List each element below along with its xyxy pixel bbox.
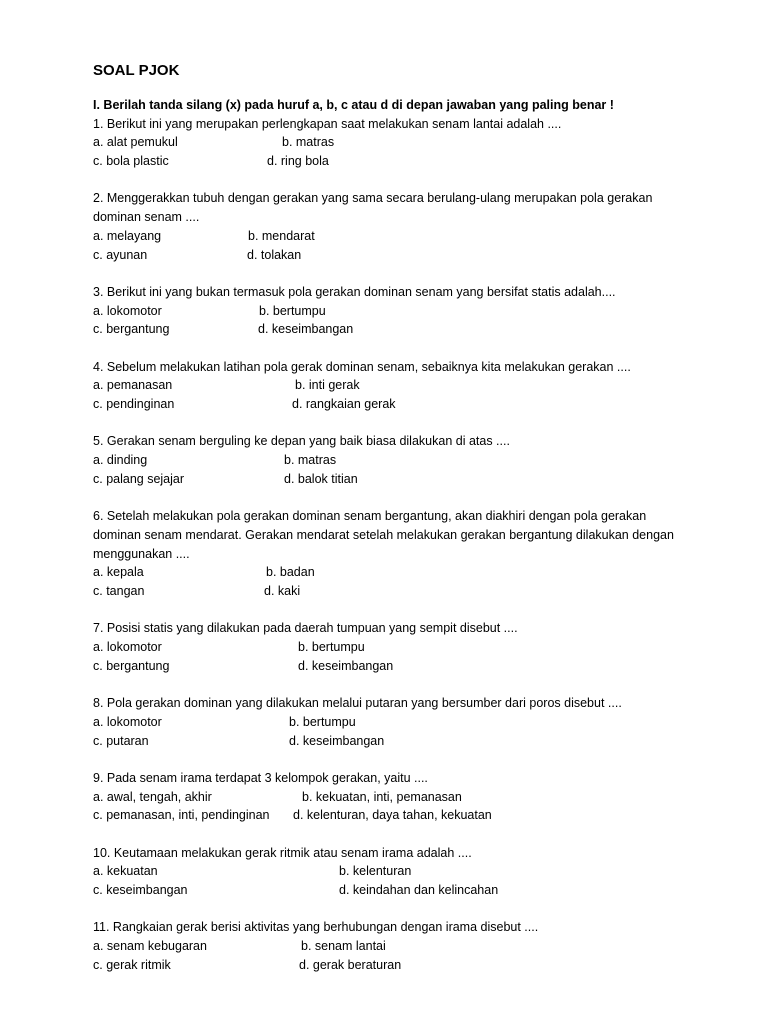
question-item [93,769,693,825]
option-b: b. kekuatan, inti, pemanasan [302,789,462,804]
option-d: d. keseimbangan [298,658,394,673]
document-page [93,62,693,993]
question-text: 5. Gerakan senam berguling ke depan yang baik biasa dilakukan di atas .... [93,434,510,449]
question-text: 7. Posisi statis yang dilakukan pada daerah tumpuan yang sempit disebut .... [93,621,518,636]
question-text: 1. Berikut ini yang merupakan perlengkapan saat melakukan senam lantai adalah .... [93,116,562,131]
option-c: c. bergantung [93,322,170,337]
question-item [93,694,693,750]
option-c: c. bola plastic [93,154,169,169]
option-b: b. bertumpu [259,303,326,318]
question-item [93,619,693,675]
option-b: b. inti gerak [295,378,360,393]
question-text: 9. Pada senam irama terdapat 3 kelompok gerakan, yaitu .... [93,770,428,785]
option-a: a. lokomotor [93,303,162,318]
question-item [93,283,693,339]
option-c: c. palang sejajar [93,471,185,486]
question-text: 11. Rangkaian gerak berisi aktivitas yang berhubungan dengan irama disebut .... [93,920,539,935]
option-a: a. awal, tengah, akhir [93,789,212,804]
question-text: 6. Setelah melakukan pola gerakan dominan senam bergantung, akan diakhiri dengan pola gerakan dominan senam mendarat. Gerakan mendarat setelah melakukan gerakan bergantung dilakukan dengan menggunakan .... [93,509,674,561]
option-b: b. senam lantai [301,939,386,954]
question-item [93,918,693,974]
option-d: d. keseimbangan [258,322,354,337]
option-a: a. dinding [93,453,148,468]
option-c: c. keseimbangan [93,883,188,898]
option-d: d. ring bola [267,154,329,169]
option-a: a. kepala [93,565,144,580]
question-item [93,844,693,900]
option-d: d. kaki [264,584,301,599]
option-b: b. badan [266,565,315,580]
instruction-text: I. Berilah tanda silang (x) pada huruf a, b, c atau d di depan jawaban yang paling benar ! [93,98,614,112]
option-c: c. ayunan [93,247,148,262]
question-text: 3. Berikut ini yang bukan termasuk pola gerakan dominan senam yang bersifat statis adalah.... [93,284,616,299]
option-c: c. putaran [93,733,149,748]
option-c: c. pemanasan, inti, pendinginan [93,808,270,823]
option-c: c. tangan [93,584,145,599]
option-b: b. kelenturan [339,864,412,879]
option-a: a. lokomotor [93,640,162,655]
option-a: a. kekuatan [93,864,158,879]
question-item [93,507,693,600]
option-a: a. pemanasan [93,378,173,393]
question-item [93,189,693,264]
question-text: 2. Menggerakkan tubuh dengan gerakan yang sama secara berulang-ulang merupakan pola gerakan dominan senam .... [93,191,653,225]
option-d: d. kelenturan, daya tahan, kekuatan [293,808,492,823]
option-d: d. rangkaian gerak [292,397,396,412]
option-b: b. mendarat [248,228,315,243]
option-a: a. melayang [93,228,162,243]
option-b: b. matras [282,135,335,150]
document-title: SOAL PJOK [93,62,180,79]
question-item [93,115,693,171]
option-b: b. matras [284,453,337,468]
question-item [93,432,693,488]
option-d: d. keindahan dan kelincahan [339,883,499,898]
option-c: c. bergantung [93,658,170,673]
option-d: d. tolakan [247,247,302,262]
option-a: a. alat pemukul [93,135,178,150]
question-text: 10. Keutamaan melakukan gerak ritmik atau senam irama adalah .... [93,845,472,860]
option-b: b. bertumpu [298,640,365,655]
option-d: d. keseimbangan [289,733,385,748]
option-d: d. balok titian [284,471,358,486]
option-d: d. gerak beraturan [299,957,402,972]
question-text: 4. Sebelum melakukan latihan pola gerak dominan senam, sebaiknya kita melakukan gerakan .... [93,359,631,374]
option-c: c. pendinginan [93,397,175,412]
option-a: a. lokomotor [93,714,162,729]
option-c: c. gerak ritmik [93,957,171,972]
option-a: a. senam kebugaran [93,939,207,954]
question-text: 8. Pola gerakan dominan yang dilakukan melalui putaran yang bersumber dari poros disebut .... [93,696,622,711]
option-b: b. bertumpu [289,714,356,729]
question-item [93,358,693,414]
